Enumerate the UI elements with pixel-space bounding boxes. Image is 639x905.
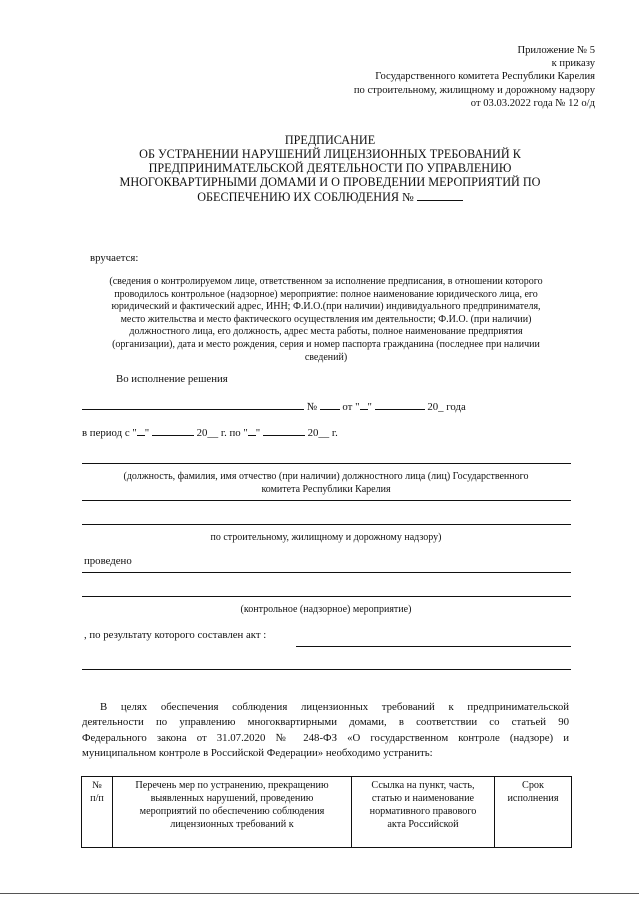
month-blank xyxy=(375,398,425,410)
col-deadline-header: Срок исполнения xyxy=(495,777,572,848)
note-line: (сведения о контролируемом лице, ответственном за исполнение предписания, в отношении которого xyxy=(109,276,543,287)
note-line: юридический и фактический адрес, ИНН; Ф.И.О.(при наличии) индивидуального предпринимателя, xyxy=(111,301,541,313)
title-line: ОБЕСПЕЧЕНИЮ ИХ СОБЛЮДЕНИЯ № xyxy=(80,189,580,204)
delivered-label: вручается: xyxy=(90,252,139,264)
annex-line: Государственного комитета Республики Карелия xyxy=(375,71,595,83)
act-blank-line xyxy=(296,646,571,647)
measures-table xyxy=(81,776,572,848)
annex-line: Приложение № 5 xyxy=(517,45,595,56)
number-sign: № xyxy=(306,401,318,413)
note-line: должностного лица, его должность, адрес места работы, полное наименование предприятия xyxy=(129,326,523,338)
note-line: сведений) xyxy=(304,351,348,363)
act-label: , по результату которого составлен акт : xyxy=(84,629,267,641)
title-line: ОБ УСТРАНЕНИИ НАРУШЕНИЙ ЛИЦЕНЗИОННЫХ ТРЕБОВАНИЙ К xyxy=(139,147,521,162)
conducted-label: проведено xyxy=(84,555,132,567)
paragraph-line: муниципальном контроле в Российской Федерации» необходимо устранить: xyxy=(82,746,433,759)
table-header-row xyxy=(82,777,572,848)
title-line: ПРЕДПИСАНИЕ xyxy=(284,133,376,147)
conducted-blank-line xyxy=(82,596,571,597)
end-month-blank xyxy=(263,424,305,436)
decision-line: № от " " 20_ года xyxy=(82,398,466,414)
act-blank-line xyxy=(82,669,571,670)
paragraph-line: деятельности по управлению многоквартирными домами, в соответствии со статьей 90 xyxy=(82,716,569,729)
decision-label: Во исполнение решения xyxy=(116,373,228,385)
official-note: (должность, фамилия, имя отчество (при наличии) должностного лица (лиц) Государственного комитета Республики Карелия xyxy=(123,471,529,495)
title-line: МНОГОКВАРТИРНЫМИ ДОМАМИ И О ПРОВЕДЕНИИ МЕРОПРИЯТИЙ ПО xyxy=(119,175,541,190)
official-blank-line xyxy=(82,463,571,464)
document-title xyxy=(80,133,580,204)
annex-line: по строительному, жилищному и дорожному надзору xyxy=(353,84,595,96)
paragraph-line: Федерального закона от 31.07.2020 № 248-ФЗ «О государственном контроле (надзоре) и xyxy=(82,731,569,744)
official-blank-line xyxy=(82,500,571,501)
annex-line: к приказу xyxy=(551,58,595,70)
note-line: (организации), дата и место рождения, серия и номер паспорта гражданина (последнее при наличии xyxy=(112,338,540,350)
col-measures-header: Перечень мер по устранению, прекращению выявленных нарушений, проведению мероприятий по обеспечению соблюдения лицензионных требований к xyxy=(113,777,352,848)
page-bottom-edge xyxy=(0,893,639,894)
conducted-note: (контрольное (надзорное) мероприятие) xyxy=(240,604,412,615)
start-month-blank xyxy=(152,424,194,436)
from-label: от " xyxy=(342,401,360,413)
period-line: в период с " " 20__ г. по " " 20__ г. xyxy=(82,424,338,440)
official-blank-line xyxy=(82,524,571,525)
decision-number-blank xyxy=(320,398,340,410)
conducted-blank-line xyxy=(82,572,571,573)
year-label: 20_ года xyxy=(427,401,466,413)
annex-line: от 03.03.2022 года № 12 о/д xyxy=(470,97,595,109)
note-line: место жительства и место фактического осуществления им деятельности; Ф.И.О. (при наличии) xyxy=(120,313,532,325)
note-line: проводилось контрольное (надзорное) мероприятие: полное наименование юридического лица, его xyxy=(114,288,538,300)
col-number-header: № п/п xyxy=(82,777,113,848)
decision-blank xyxy=(82,398,304,410)
paragraph-line: В целях обеспечения соблюдения лицензионных требований к предпринимательской xyxy=(100,701,569,713)
end-day-blank xyxy=(248,424,256,436)
col-reference-header: Ссылка на пункт, часть, статью и наименование нормативного правового акта Российской xyxy=(352,777,495,848)
start-day-blank xyxy=(137,424,145,436)
day-blank xyxy=(360,398,368,410)
main-paragraph xyxy=(82,700,569,761)
official-note-cont: по строительному, жилищному и дорожному надзору) xyxy=(210,532,442,543)
number-blank xyxy=(417,189,463,201)
title-line: ПРЕДПРИНИМАТЕЛЬСКОЙ ДЕЯТЕЛЬНОСТИ ПО УПРАВЛЕНИЮ xyxy=(148,161,512,176)
delivered-note xyxy=(80,276,572,364)
annex-header xyxy=(354,44,595,110)
